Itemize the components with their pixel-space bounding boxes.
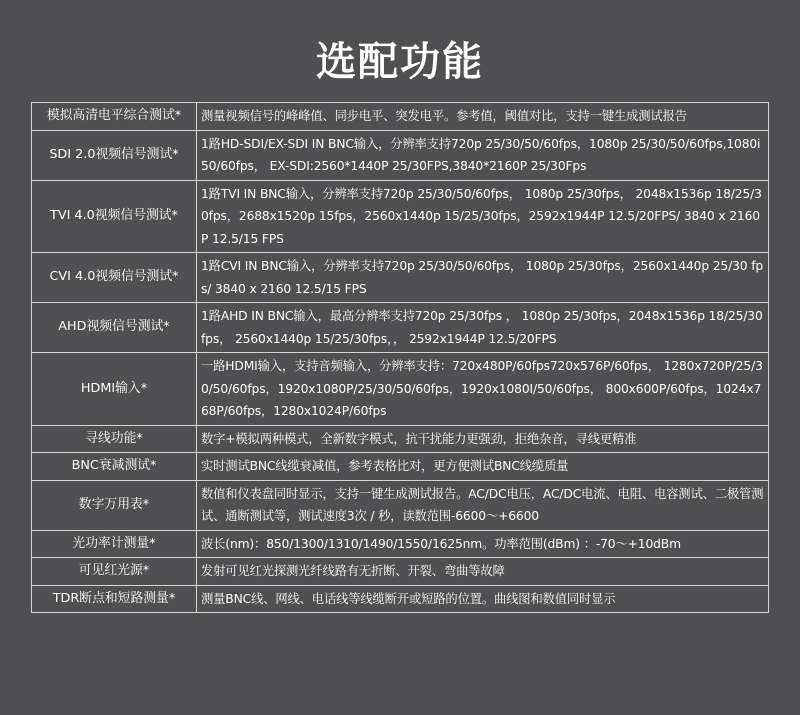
table-row — [32, 130, 769, 180]
table-row — [32, 530, 769, 558]
table-row — [32, 558, 769, 586]
table-row — [32, 480, 769, 530]
page-title: 选配功能 — [316, 39, 484, 85]
feature-description: 1路AHD IN BNC输入，最高分辨率支持720p 25/30fps ， 1080p 25/30fps，2048x1536p 18/25/30fps， 2560x1440p 15/25/30fps，， 2592x1944P 12.5/20FPS — [197, 303, 769, 353]
feature-description: 1路TVI IN BNC输入，分辨率支持720p 25/30/50/60fps， 1080p 25/30fps， 2048x1536p 18/25/30fps，2688x1520p 15fps，2560x1440p 15/25/30fps，2592x1944P 12.5/20FPS/ 3840 x 2160P 12.5/15 FPS — [197, 180, 769, 253]
table-row — [32, 303, 769, 353]
table-row — [32, 453, 769, 481]
feature-name: SDI 2.0视频信号测试* — [32, 130, 197, 180]
feature-description: 1路CVI IN BNC输入，分辨率支持720p 25/30/50/60fps， 1080p 25/30fps，2560x1440p 25/30 fps/ 3840 x 2160 12.5/15 FPS — [197, 253, 769, 303]
table-row — [32, 103, 769, 131]
table-row — [32, 585, 769, 613]
table-row — [32, 180, 769, 253]
feature-name: 模拟高清电平综合测试* — [32, 103, 197, 131]
table-row — [32, 253, 769, 303]
optional-features-table — [31, 102, 769, 613]
feature-name: TDR断点和短路测量* — [32, 585, 197, 613]
feature-name: TVI 4.0视频信号测试* — [32, 180, 197, 253]
feature-description: 波长(nm)：850/1300/1310/1490/1550/1625nm。功率范围(dBm) ：-70～+10dBm — [197, 530, 769, 558]
feature-description: 发射可见红光探测光纤线路有无折断、开裂、弯曲等故障 — [197, 558, 769, 586]
feature-description: 实时测试BNC线缆衰减值，参考表格比对，更方便测试BNC线缆质量 — [197, 453, 769, 481]
feature-name: 光功率计测量* — [32, 530, 197, 558]
feature-description: 测量视频信号的峰峰值、同步电平、突发电平。参考值，阈值对比，支持一键生成测试报告 — [197, 103, 769, 131]
feature-name: HDMI输入* — [32, 353, 197, 426]
feature-description: 1路HD-SDI/EX-SDI IN BNC输入，分辨率支持720p 25/30/50/60fps，1080p 25/30/50/60fps,1080i 50/60fps， EX-SDI:2560*1440P 25/30FPS,3840*2160P 25/30Fps — [197, 130, 769, 180]
table-row — [32, 353, 769, 426]
feature-name: CVI 4.0视频信号测试* — [32, 253, 197, 303]
table-row — [32, 425, 769, 453]
feature-name: AHD视频信号测试* — [32, 303, 197, 353]
feature-name: BNC衰减测试* — [32, 453, 197, 481]
feature-name: 数字万用表* — [32, 480, 197, 530]
feature-description: 数字+模拟两种模式，全新数字模式，抗干扰能力更强劲，拒绝杂音，寻线更精准 — [197, 425, 769, 453]
feature-description: 数值和仪表盘同时显示，支持一键生成测试报告。AC/DC电压，AC/DC电流、电阻、电容测试、二极管测试、通断测试等，测试速度3次 / 秒，读数范围-6600～+6600 — [197, 480, 769, 530]
feature-name: 可见红光源* — [32, 558, 197, 586]
feature-name: 寻线功能* — [32, 425, 197, 453]
feature-description: 一路HDMI输入，支持音频输入，分辨率支持：720x480P/60fps720x576P/60fps， 1280x720P/25/30/50/60fps，1920x1080P/25/30/50/60fps，1920x1080I/50/60fps， 800x600P/60fps，1024x768P/60fps，1280x1024P/60fps — [197, 353, 769, 426]
feature-description: 测量BNC线、网线、电话线等线缆断开或短路的位置。曲线图和数值同时显示 — [197, 585, 769, 613]
